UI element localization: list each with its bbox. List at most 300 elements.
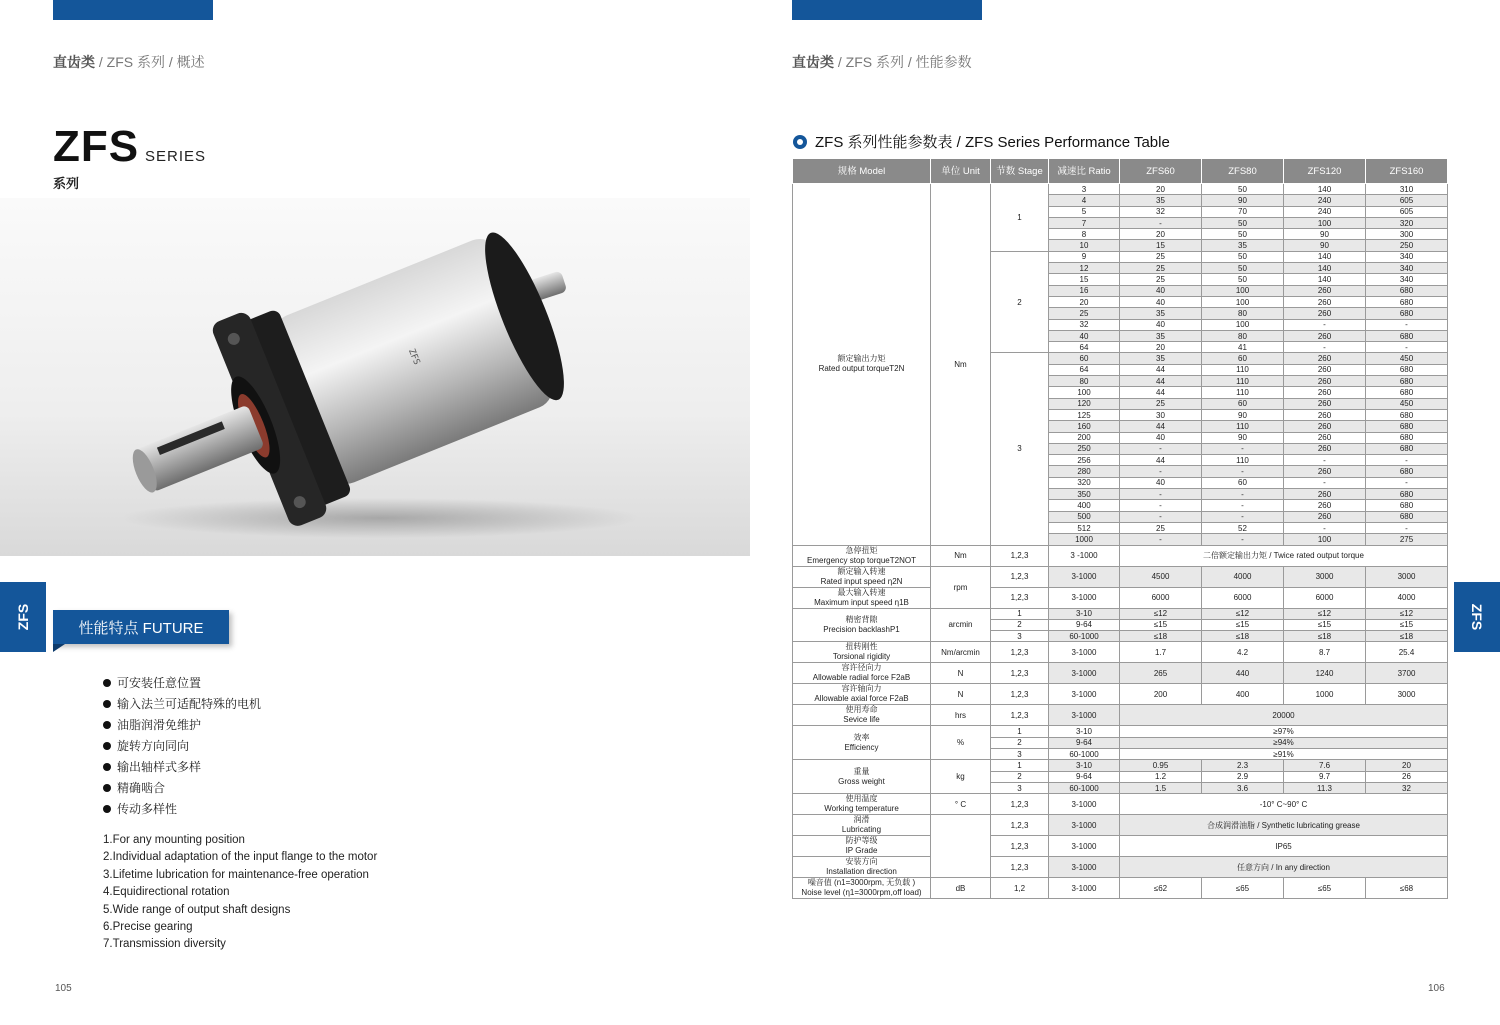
table-title: ZFS 系列性能参数表 / ZFS Series Performance Table bbox=[793, 131, 1170, 152]
ratio-cell: 320 bbox=[1049, 477, 1120, 488]
value-cell: 60 bbox=[1202, 398, 1284, 409]
row-label-en: Installation direction bbox=[826, 867, 897, 877]
value-cell: 20 bbox=[1120, 229, 1202, 240]
value-cell: 11.3 bbox=[1284, 782, 1366, 793]
ratio-cell: 40 bbox=[1049, 330, 1120, 341]
value-cell: 110 bbox=[1202, 376, 1284, 387]
value-cell: - bbox=[1284, 477, 1366, 488]
value-cell: 25 bbox=[1120, 274, 1202, 285]
value-cell: 35 bbox=[1202, 240, 1284, 251]
value-cell: 1240 bbox=[1284, 663, 1366, 684]
value-cell: 90 bbox=[1284, 240, 1366, 251]
ratio-cell: 3-1000 bbox=[1049, 566, 1120, 587]
ratio-cell: 64 bbox=[1049, 342, 1120, 353]
value-cell: 6000 bbox=[1202, 587, 1284, 608]
ratio-cell: 3-1000 bbox=[1049, 857, 1120, 878]
product-title: ZFS bbox=[53, 122, 140, 171]
stage-cell: 1,2,3 bbox=[991, 857, 1049, 878]
value-cell: ≤18 bbox=[1366, 631, 1448, 642]
value-cell: 260 bbox=[1284, 330, 1366, 341]
row-label-en: Working temperature bbox=[824, 804, 899, 814]
stage-cell: 1,2,3 bbox=[991, 684, 1049, 705]
table-row bbox=[793, 184, 1448, 195]
value-cell: - bbox=[1120, 217, 1202, 228]
unit-cell: arcmin bbox=[931, 608, 991, 642]
value-cell: ≤15 bbox=[1202, 619, 1284, 630]
row-label-en: Torsional rigidity bbox=[832, 652, 891, 662]
value-cell: 100 bbox=[1284, 534, 1366, 545]
unit-cell: N bbox=[931, 684, 991, 705]
top-accent-bar-right bbox=[792, 0, 982, 20]
column-header: ZFS80 bbox=[1202, 159, 1284, 184]
value-cell: ≤15 bbox=[1366, 619, 1448, 630]
stage-cell: 2 bbox=[991, 737, 1049, 748]
value-cell: - bbox=[1366, 477, 1448, 488]
ratio-cell: 3-1000 bbox=[1049, 878, 1120, 899]
ratio-cell: 80 bbox=[1049, 376, 1120, 387]
ratio-cell: 20 bbox=[1049, 296, 1120, 307]
stage-cell: 1,2,3 bbox=[991, 545, 1049, 566]
value-cell: - bbox=[1284, 342, 1366, 353]
ratio-cell: 3 bbox=[1049, 184, 1120, 195]
unit-cell bbox=[931, 815, 991, 878]
row-label-cn: 重量 bbox=[853, 766, 870, 776]
value-cell: - bbox=[1202, 443, 1284, 454]
value-cell: 40 bbox=[1120, 285, 1202, 296]
value-cell: 6000 bbox=[1120, 587, 1202, 608]
value-cell: 100 bbox=[1202, 296, 1284, 307]
table-row bbox=[793, 794, 1448, 815]
unit-cell: dB bbox=[931, 878, 991, 899]
ratio-cell: 120 bbox=[1049, 398, 1120, 409]
value-cell: 40 bbox=[1120, 432, 1202, 443]
unit-cell: hrs bbox=[931, 705, 991, 726]
stage-cell: 1,2,3 bbox=[991, 836, 1049, 857]
value-cell: ≤12 bbox=[1120, 608, 1202, 619]
value-cell: - bbox=[1366, 522, 1448, 533]
table-row bbox=[793, 545, 1448, 566]
value-cell: 450 bbox=[1366, 353, 1448, 364]
value-cell: 110 bbox=[1202, 364, 1284, 375]
value-cell: ≥91% bbox=[1120, 748, 1448, 759]
row-label-en: Emergency stop torqueT2NOT bbox=[807, 555, 916, 565]
value-cell: - bbox=[1120, 443, 1202, 454]
target-icon bbox=[793, 135, 807, 149]
row-label-en: Rated output torqueT2N bbox=[818, 364, 905, 374]
row-label-cn: 最大输入转速 bbox=[837, 587, 886, 597]
value-cell: 50 bbox=[1202, 263, 1284, 274]
value-cell: 140 bbox=[1284, 263, 1366, 274]
ratio-cell: 12 bbox=[1049, 263, 1120, 274]
value-cell: 40 bbox=[1120, 319, 1202, 330]
ratio-cell: 3-1000 bbox=[1049, 815, 1120, 836]
value-cell: - bbox=[1202, 466, 1284, 477]
value-cell: 7.6 bbox=[1284, 760, 1366, 771]
stage-cell: 2 bbox=[991, 251, 1049, 353]
value-cell: 3.6 bbox=[1202, 782, 1284, 793]
top-accent-bar-left bbox=[53, 0, 213, 20]
ratio-cell: 3-1000 bbox=[1049, 705, 1120, 726]
ratio-cell: 3-1000 bbox=[1049, 587, 1120, 608]
ratio-cell: 4 bbox=[1049, 195, 1120, 206]
value-cell: 680 bbox=[1366, 432, 1448, 443]
value-cell: 310 bbox=[1366, 184, 1448, 195]
value-cell: - bbox=[1202, 500, 1284, 511]
row-label-en: Allowable axial force F2aB bbox=[814, 694, 909, 704]
list-item: 4.Equidirectional rotation bbox=[103, 886, 230, 899]
table-row bbox=[793, 663, 1448, 684]
value-cell: 260 bbox=[1284, 421, 1366, 432]
features-cn-list bbox=[103, 673, 261, 820]
row-label bbox=[793, 878, 931, 899]
value-cell: 1.2 bbox=[1120, 771, 1202, 782]
value-cell: 3000 bbox=[1284, 566, 1366, 587]
ratio-cell: 3-1000 bbox=[1049, 642, 1120, 663]
row-label bbox=[793, 760, 931, 794]
unit-cell: ° C bbox=[931, 794, 991, 815]
value-cell: 340 bbox=[1366, 251, 1448, 262]
ratio-cell: 3-1000 bbox=[1049, 836, 1120, 857]
column-header: 减速比 Ratio bbox=[1049, 159, 1120, 184]
product-subtitle: 系列 bbox=[53, 176, 80, 191]
value-cell: 0.95 bbox=[1120, 760, 1202, 771]
ratio-cell: 256 bbox=[1049, 455, 1120, 466]
value-cell: 260 bbox=[1284, 489, 1366, 500]
value-cell: 32 bbox=[1366, 782, 1448, 793]
performance-table bbox=[792, 158, 1448, 899]
ratio-cell: 60-1000 bbox=[1049, 748, 1120, 759]
value-cell: 35 bbox=[1120, 308, 1202, 319]
value-cell: 440 bbox=[1202, 663, 1284, 684]
ratio-cell: 10 bbox=[1049, 240, 1120, 251]
row-label-en: Sevice life bbox=[843, 715, 880, 725]
value-cell: 260 bbox=[1284, 364, 1366, 375]
ratio-cell: 200 bbox=[1049, 432, 1120, 443]
value-cell: - bbox=[1202, 489, 1284, 500]
ratio-cell: 280 bbox=[1049, 466, 1120, 477]
value-cell: 80 bbox=[1202, 330, 1284, 341]
value-cell: - bbox=[1284, 522, 1366, 533]
table-row bbox=[793, 684, 1448, 705]
value-cell: 50 bbox=[1202, 184, 1284, 195]
value-cell: 20 bbox=[1120, 342, 1202, 353]
row-label bbox=[793, 815, 931, 836]
row-label bbox=[793, 566, 931, 587]
value-cell: 260 bbox=[1284, 376, 1366, 387]
stage-cell: 1,2,3 bbox=[991, 566, 1049, 587]
value-cell: 50 bbox=[1202, 217, 1284, 228]
unit-cell: Nm bbox=[931, 184, 991, 546]
ratio-cell: 15 bbox=[1049, 274, 1120, 285]
value-cell: 25 bbox=[1120, 522, 1202, 533]
value-cell: 200 bbox=[1120, 684, 1202, 705]
value-cell: 340 bbox=[1366, 274, 1448, 285]
value-cell: 680 bbox=[1366, 500, 1448, 511]
value-cell: 35 bbox=[1120, 353, 1202, 364]
value-cell: 275 bbox=[1366, 534, 1448, 545]
value-cell: IP65 bbox=[1120, 836, 1448, 857]
ratio-cell: 250 bbox=[1049, 443, 1120, 454]
value-cell: 15 bbox=[1120, 240, 1202, 251]
row-label bbox=[793, 726, 931, 760]
value-cell: 35 bbox=[1120, 195, 1202, 206]
row-label-cn: 额定输入转速 bbox=[837, 566, 886, 576]
value-cell: 100 bbox=[1202, 285, 1284, 296]
row-label-cn: 容许径向力 bbox=[841, 663, 882, 673]
value-cell: 260 bbox=[1284, 398, 1366, 409]
stage-cell: 1 bbox=[991, 760, 1049, 771]
row-label-en: Noise level (η1=3000rpm,off load) bbox=[801, 888, 922, 898]
value-cell: 680 bbox=[1366, 376, 1448, 387]
value-cell: - bbox=[1366, 342, 1448, 353]
value-cell: 44 bbox=[1120, 421, 1202, 432]
value-cell: 260 bbox=[1284, 296, 1366, 307]
unit-cell: Nm/arcmin bbox=[931, 642, 991, 663]
value-cell: 140 bbox=[1284, 274, 1366, 285]
value-cell: - bbox=[1120, 500, 1202, 511]
value-cell: 110 bbox=[1202, 455, 1284, 466]
row-label-cn: 润滑 bbox=[853, 815, 870, 825]
value-cell: 680 bbox=[1366, 308, 1448, 319]
value-cell: 680 bbox=[1366, 296, 1448, 307]
row-label bbox=[793, 684, 931, 705]
value-cell: 40 bbox=[1120, 296, 1202, 307]
ratio-cell: 16 bbox=[1049, 285, 1120, 296]
value-cell: 4000 bbox=[1202, 566, 1284, 587]
value-cell: 任意方向 / In any direction bbox=[1120, 857, 1448, 878]
unit-cell: Nm bbox=[931, 545, 991, 566]
value-cell: 605 bbox=[1366, 195, 1448, 206]
row-label-en: IP Grade bbox=[845, 846, 878, 856]
stage-cell: 1 bbox=[991, 608, 1049, 619]
value-cell: 4000 bbox=[1366, 587, 1448, 608]
row-label-cn: 使用温度 bbox=[845, 794, 878, 804]
value-cell: 70 bbox=[1202, 206, 1284, 217]
row-label-en: Allowable radial force F2aB bbox=[812, 673, 911, 683]
value-cell: 60 bbox=[1202, 353, 1284, 364]
breadcrumb-right: 直齿类 / ZFS 系列 / 性能参数 bbox=[792, 54, 972, 70]
value-cell: 二倍额定输出力矩 / Twice rated output torque bbox=[1120, 545, 1448, 566]
table-header-row bbox=[793, 159, 1448, 184]
value-cell: 8.7 bbox=[1284, 642, 1366, 663]
value-cell: 4500 bbox=[1120, 566, 1202, 587]
value-cell: 9.7 bbox=[1284, 771, 1366, 782]
row-label-cn: 防护等级 bbox=[845, 836, 878, 846]
stage-cell: 2 bbox=[991, 771, 1049, 782]
value-cell: - bbox=[1120, 466, 1202, 477]
row-label-cn: 精密背隙 bbox=[845, 614, 878, 624]
value-cell: 680 bbox=[1366, 387, 1448, 398]
ratio-cell: 8 bbox=[1049, 229, 1120, 240]
value-cell: 1.7 bbox=[1120, 642, 1202, 663]
ratio-cell: 3-1000 bbox=[1049, 684, 1120, 705]
ratio-cell: 3-1000 bbox=[1049, 794, 1120, 815]
column-header: 单位 Unit bbox=[931, 159, 991, 184]
breadcrumb-left: 直齿类 / ZFS 系列 / 概述 bbox=[53, 54, 205, 70]
value-cell: ≤18 bbox=[1284, 631, 1366, 642]
table-row bbox=[793, 857, 1448, 878]
ratio-cell: 512 bbox=[1049, 522, 1120, 533]
row-label-en: Gross weight bbox=[838, 776, 885, 786]
value-cell: 44 bbox=[1120, 364, 1202, 375]
value-cell: 260 bbox=[1284, 387, 1366, 398]
value-cell: 25 bbox=[1120, 398, 1202, 409]
ratio-cell: 9-64 bbox=[1049, 619, 1120, 630]
ratio-cell: 3-10 bbox=[1049, 608, 1120, 619]
list-item: 2.Individual adaptation of the input flange to the motor bbox=[103, 851, 378, 864]
value-cell: 260 bbox=[1284, 466, 1366, 477]
value-cell: 110 bbox=[1202, 421, 1284, 432]
ratio-cell: 7 bbox=[1049, 217, 1120, 228]
stage-cell: 1,2,3 bbox=[991, 663, 1049, 684]
row-label bbox=[793, 705, 931, 726]
table-row bbox=[793, 878, 1448, 899]
value-cell: - bbox=[1120, 534, 1202, 545]
unit-cell: % bbox=[931, 726, 991, 760]
value-cell: 1.5 bbox=[1120, 782, 1202, 793]
value-cell: 680 bbox=[1366, 489, 1448, 500]
value-cell: 25 bbox=[1120, 251, 1202, 262]
ratio-cell: 60-1000 bbox=[1049, 631, 1120, 642]
list-item: 1.For any mounting position bbox=[103, 834, 245, 846]
stage-cell: 1,2,3 bbox=[991, 705, 1049, 726]
value-cell: 44 bbox=[1120, 387, 1202, 398]
stage-cell: 3 bbox=[991, 353, 1049, 545]
value-cell: 260 bbox=[1284, 285, 1366, 296]
ratio-cell: 350 bbox=[1049, 489, 1120, 500]
table-row bbox=[793, 836, 1448, 857]
value-cell: 680 bbox=[1366, 421, 1448, 432]
row-label bbox=[793, 857, 931, 878]
stage-cell: 1,2,3 bbox=[991, 642, 1049, 663]
value-cell: 140 bbox=[1284, 184, 1366, 195]
value-cell: 1000 bbox=[1284, 684, 1366, 705]
value-cell: 100 bbox=[1202, 319, 1284, 330]
value-cell: ≤18 bbox=[1202, 631, 1284, 642]
stage-cell: 1,2,3 bbox=[991, 587, 1049, 608]
value-cell: 260 bbox=[1284, 500, 1366, 511]
value-cell: 90 bbox=[1202, 432, 1284, 443]
value-cell: 2.9 bbox=[1202, 771, 1284, 782]
ratio-cell: 500 bbox=[1049, 511, 1120, 522]
ratio-cell: 5 bbox=[1049, 206, 1120, 217]
column-header: ZFS160 bbox=[1366, 159, 1448, 184]
value-cell: 400 bbox=[1202, 684, 1284, 705]
row-label-cn: 效率 bbox=[853, 732, 870, 742]
value-cell: 90 bbox=[1202, 195, 1284, 206]
value-cell: 260 bbox=[1284, 511, 1366, 522]
row-label bbox=[793, 608, 931, 642]
value-cell: 450 bbox=[1366, 398, 1448, 409]
column-header: ZFS60 bbox=[1120, 159, 1202, 184]
ratio-cell: 160 bbox=[1049, 421, 1120, 432]
value-cell: 90 bbox=[1202, 409, 1284, 420]
features-heading-fold bbox=[53, 644, 65, 652]
side-tab-left: ZFS bbox=[0, 582, 46, 652]
value-cell: ≤15 bbox=[1284, 619, 1366, 630]
page-number-right: 106 bbox=[1428, 983, 1445, 994]
value-cell: ≤62 bbox=[1120, 878, 1202, 899]
ratio-cell: 64 bbox=[1049, 364, 1120, 375]
svg-text:ZFS: ZFS bbox=[405, 347, 422, 367]
value-cell: 20000 bbox=[1120, 705, 1448, 726]
table-row bbox=[793, 608, 1448, 619]
value-cell: 320 bbox=[1366, 217, 1448, 228]
table-row bbox=[793, 726, 1448, 737]
row-label-cn: 安装方向 bbox=[845, 857, 878, 867]
value-cell: 3000 bbox=[1366, 684, 1448, 705]
stage-cell: 1,2,3 bbox=[991, 794, 1049, 815]
value-cell: 605 bbox=[1366, 206, 1448, 217]
stage-cell: 3 bbox=[991, 782, 1049, 793]
value-cell: 40 bbox=[1120, 477, 1202, 488]
value-cell: 260 bbox=[1284, 432, 1366, 443]
value-cell: 25 bbox=[1120, 263, 1202, 274]
list-item: 油脂润滑免维护 bbox=[103, 715, 261, 736]
row-label-en: Precision backlashP1 bbox=[823, 624, 900, 634]
table-row bbox=[793, 642, 1448, 663]
list-item: 6.Precise gearing bbox=[103, 921, 193, 934]
list-item: 7.Transmission diversity bbox=[103, 938, 226, 951]
stage-cell: 1,2,3 bbox=[991, 815, 1049, 836]
value-cell: 20 bbox=[1120, 184, 1202, 195]
value-cell: 合成润滑油脂 / Synthetic lubricating grease bbox=[1120, 815, 1448, 836]
column-header: 规格 Model bbox=[793, 159, 931, 184]
row-label bbox=[793, 184, 931, 546]
value-cell: 140 bbox=[1284, 251, 1366, 262]
stage-cell: 3 bbox=[991, 631, 1049, 642]
stage-cell: 1 bbox=[991, 726, 1049, 737]
value-cell: 26 bbox=[1366, 771, 1448, 782]
value-cell: 90 bbox=[1284, 229, 1366, 240]
features-heading: 性能特点 FUTURE bbox=[53, 610, 229, 644]
list-item: 输出轴样式多样 bbox=[103, 757, 261, 778]
value-cell: 30 bbox=[1120, 409, 1202, 420]
value-cell: ≤18 bbox=[1120, 631, 1202, 642]
row-label-en: Maximum input speed η1B bbox=[814, 597, 909, 607]
ratio-cell: 9 bbox=[1049, 251, 1120, 262]
list-item: 可安装任意位置 bbox=[103, 673, 261, 694]
column-header: 节数 Stage bbox=[991, 159, 1049, 184]
table-row bbox=[793, 815, 1448, 836]
value-cell: 41 bbox=[1202, 342, 1284, 353]
list-item: 精确啮合 bbox=[103, 778, 261, 799]
row-label-cn: 扭转刚性 bbox=[845, 642, 878, 652]
row-label-en: Lubricating bbox=[841, 825, 882, 835]
value-cell: 100 bbox=[1284, 217, 1366, 228]
value-cell: 50 bbox=[1202, 251, 1284, 262]
value-cell: 52 bbox=[1202, 522, 1284, 533]
value-cell: 240 bbox=[1284, 195, 1366, 206]
value-cell: 44 bbox=[1120, 455, 1202, 466]
stage-cell: 1 bbox=[991, 184, 1049, 252]
ratio-cell: 32 bbox=[1049, 319, 1120, 330]
list-item: 3.Lifetime lubrication for maintenance-free operation bbox=[103, 868, 369, 881]
value-cell: 260 bbox=[1284, 409, 1366, 420]
value-cell: ≤68 bbox=[1366, 878, 1448, 899]
value-cell: - bbox=[1284, 455, 1366, 466]
value-cell: 3700 bbox=[1366, 663, 1448, 684]
value-cell: ≤65 bbox=[1284, 878, 1366, 899]
value-cell: 680 bbox=[1366, 285, 1448, 296]
value-cell: 680 bbox=[1366, 364, 1448, 375]
value-cell: 680 bbox=[1366, 466, 1448, 477]
value-cell: ≤12 bbox=[1366, 608, 1448, 619]
value-cell: 300 bbox=[1366, 229, 1448, 240]
value-cell: 2.3 bbox=[1202, 760, 1284, 771]
side-tab-right: ZFS bbox=[1454, 582, 1500, 652]
table-row bbox=[793, 760, 1448, 771]
